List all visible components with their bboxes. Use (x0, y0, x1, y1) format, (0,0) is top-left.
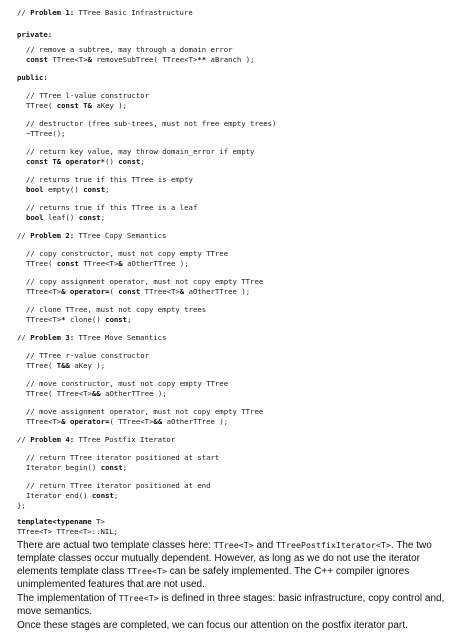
code-line: // copy constructor, must not copy empty TTree (26, 249, 229, 258)
code-line: // return TTree iterator positioned at end (26, 481, 211, 490)
code-line: TTree( TTree<T>&& aOtherTTree ); (26, 389, 167, 398)
code-line: const T& operator*() const; (26, 157, 145, 166)
code-line: // TTree l-value constructor (26, 91, 150, 100)
code-line: bool leaf() const; (26, 213, 106, 222)
code-line: TTree( const TTree<T>& aOtherTTree ); (26, 259, 189, 268)
code-line: // returns true if this TTree is a leaf (26, 203, 198, 212)
code-line: // return key value, may throw domain_error if empty (26, 147, 255, 156)
code-line: TTree<T> TTree<T>::NIL; (17, 527, 119, 536)
code-line: // Problem 1: TTree Basic Infrastructure (17, 8, 193, 17)
code-line: // return TTree iterator positioned at start (26, 453, 220, 462)
code-line: // Problem 2: TTree Copy Semantics (17, 231, 167, 240)
code-line: // returns true if this TTree is empty (26, 175, 193, 184)
code-line: // Problem 4: TTree Postfix Iterator (17, 435, 176, 444)
code-line: public: (17, 73, 48, 82)
code-line: // TTree r-value constructor (26, 351, 150, 360)
code-line: Iterator begin() const; (26, 463, 128, 472)
code-line: // clone TTree, must not copy empty trees (26, 305, 207, 314)
code-line: // Problem 3: TTree Move Semantics (17, 333, 167, 342)
code-line: TTree<T>* clone() const; (26, 315, 132, 324)
code-line: ~TTree(); (26, 129, 66, 138)
code-line: const TTree<T>& removeSubTree( TTree<T>** aBranch ); (26, 55, 255, 64)
code-line: template<typename T> (17, 517, 105, 526)
code-line: bool empty() const; (26, 185, 110, 194)
code-line: private: (17, 30, 53, 39)
code-line: TTree( T&& aKey ); (26, 361, 106, 370)
code-line: // remove a subtree, may through a domain error (26, 45, 233, 54)
code-line: }; (17, 501, 26, 510)
code-line: TTree<T>& operator=( const TTree<T>& aOtherTTree ); (26, 287, 251, 296)
code-line: // move constructor, must not copy empty TTree (26, 379, 229, 388)
body-paragraph: The implementation of TTree<T> is defined in three stages: basic infrastructure, copy control and, move semantics. (17, 593, 445, 617)
body-paragraph: Once these stages are completed, we can focus our attention on the postfix iterator part. (17, 620, 408, 631)
code-line: Iterator end() const; (26, 491, 119, 500)
code-line: TTree<T>& operator=( TTree<T>&& aOtherTTree ); (26, 417, 229, 426)
body-paragraph: There are actual two template classes here: TTree<T> and TTreePostfixIterator<T>. The two template classes occur mutually dependent. However, as long as we do not use the iterator elements template class TTree<T> can be safely implemented. The C++ compiler ignores unimplemented features that are not used. (17, 540, 432, 590)
code-line: // move assignment operator, must not copy empty TTree (26, 407, 264, 416)
code-line: TTree( const T& aKey ); (26, 101, 128, 110)
code-line: // copy assignment operator, must not copy empty TTree (26, 277, 264, 286)
code-line: // destructor (free sub-trees, must not free empty trees) (26, 119, 277, 128)
